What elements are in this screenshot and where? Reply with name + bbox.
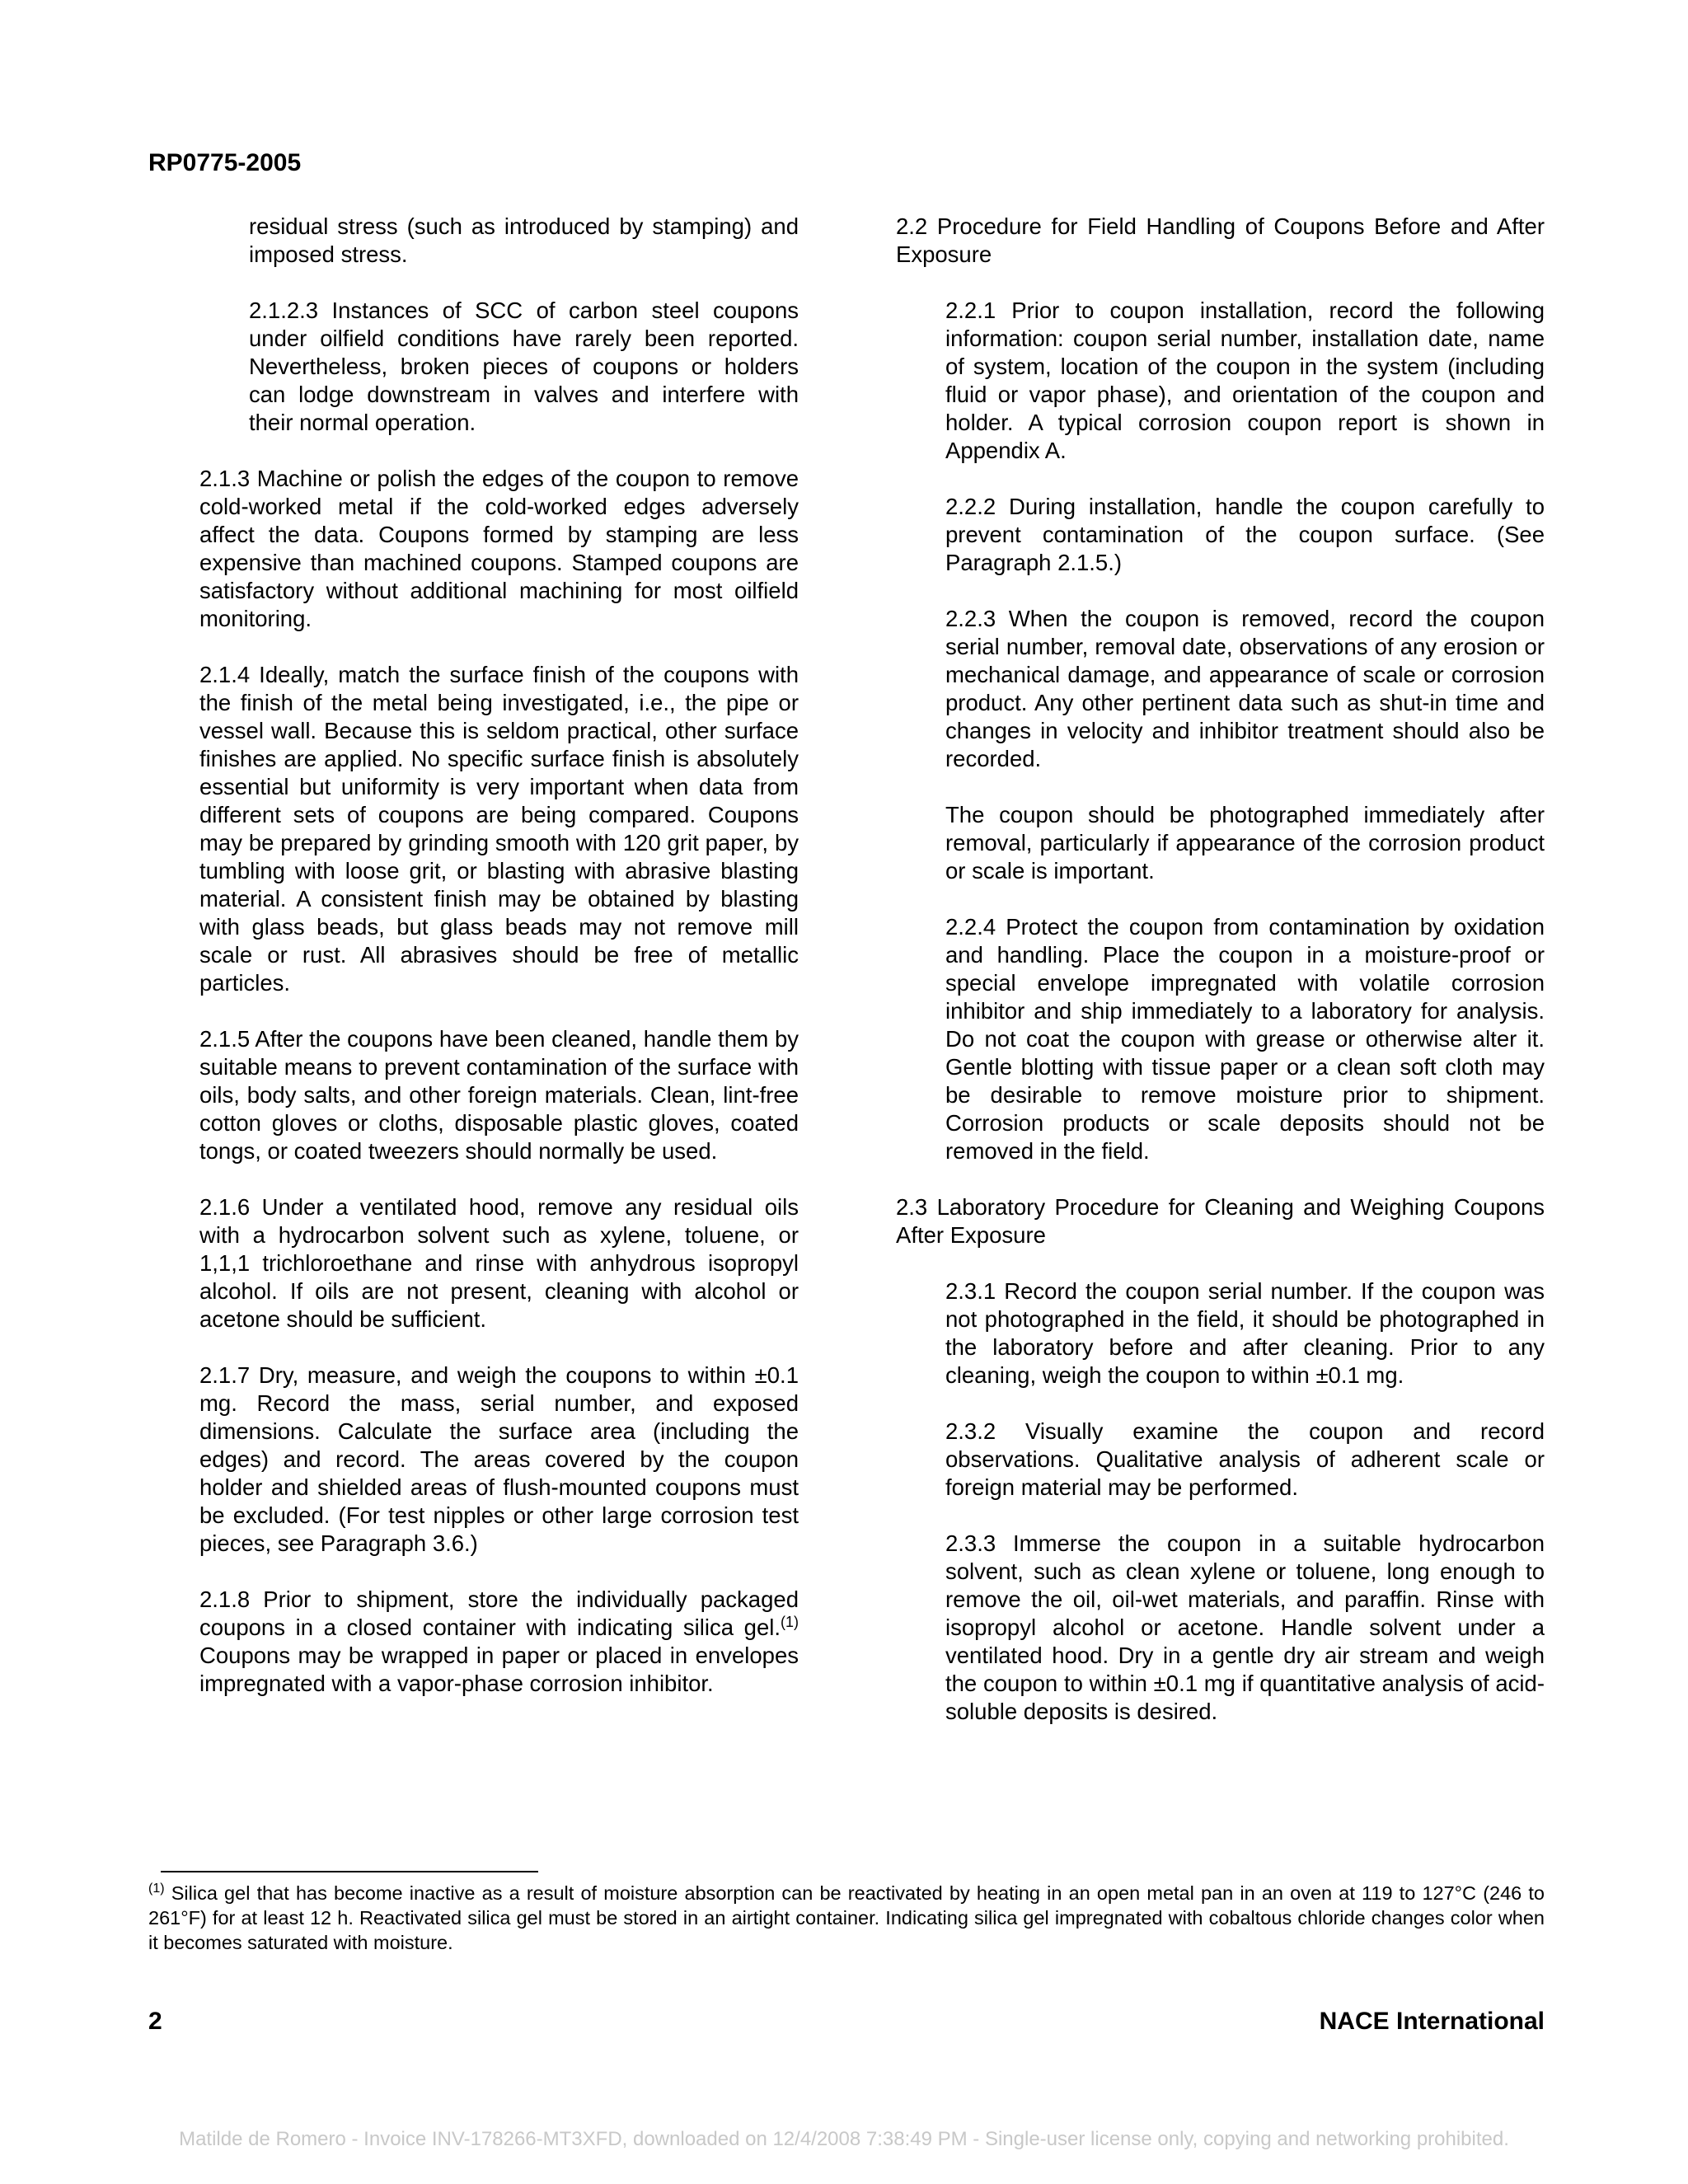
footer-organization: NACE International — [1319, 2008, 1545, 2035]
section-heading-2-2: 2.2 Procedure for Field Handling of Coupons Before and After Exposure — [896, 213, 1545, 267]
footnote-divider — [161, 1871, 538, 1872]
footnote — [148, 1881, 1545, 1955]
page-number: 2 — [148, 2008, 162, 2035]
paragraph-2-1-6: 2.1.6 Under a ventilated hood, remove any residual oils with a hydrocarbon solvent such as xylene, toluene, or 1,1,1 trichloroethane and rinse with anhydrous isopropyl alcohol. If oils are not present, cleaning with alcohol or acetone should be sufficient. — [199, 1194, 799, 1332]
section-heading-2-3: 2.3 Laboratory Procedure for Cleaning and Weighing Coupons After Exposure — [896, 1194, 1545, 1248]
left-column — [199, 213, 799, 1726]
paragraph-residual-stress: residual stress (such as introduced by stamping) and imposed stress. — [249, 213, 799, 267]
paragraph-photograph-note: The coupon should be photographed immediately after removal, particularly if appearance of the corrosion product or scale is important. — [945, 802, 1545, 883]
paragraph-2-2-3: 2.2.3 When the coupon is removed, record the coupon serial number, removal date, observations of any erosion or mechanical damage, and appearance of scale or corrosion product. Any other pertinent data such as shut-in time and changes in velocity and inhibitor treatment should also be recorded. — [945, 606, 1545, 771]
right-column — [896, 213, 1545, 1754]
paragraph-2-3-1: 2.3.1 Record the coupon serial number. If the coupon was not photographed in the field, it should be photographed in the laboratory before and after cleaning. Prior to any cleaning, weigh the coupon to within ±0.1 mg. — [945, 1278, 1545, 1388]
paragraph-2-3-2: 2.3.2 Visually examine the coupon and record observations. Qualitative analysis of adherent scale or foreign material may be performed. — [945, 1418, 1545, 1500]
paragraph-2-1-5: 2.1.5 After the coupons have been cleaned, handle them by suitable means to prevent contamination of the surface with oils, body salts, and other foreign materials. Clean, lint-free cotton gloves or cloths, disposable plastic gloves, coated tongs, or coated tweezers should normally be used. — [199, 1026, 799, 1164]
footnote-reference: (1) — [781, 1613, 799, 1630]
paragraph-2-1-4: 2.1.4 Ideally, match the surface finish of the coupons with the finish of the metal being investigated, i.e., the pipe or vessel wall. Because this is seldom practical, other surface finishes are applied. No specific surface finish is absolutely essential but uniformity is very important when data from different sets of coupons are being compared. Coupons may be prepared by grinding smooth with 120 grit paper, by tumbling with loose grit, or blasting with abrasive blasting material. A consistent finish may be obtained by blasting with glass beads, but glass beads may not remove mill scale or rust. All abrasives should be free of metallic particles. — [199, 662, 799, 996]
paragraph-2-1-3: 2.1.3 Machine or polish the edges of the coupon to remove cold-worked metal if the cold-worked edges adversely affect the data. Coupons formed by stamping are less expensive than machined coupons. Stamped coupons are satisfactory without additional machining for most oilfield monitoring. — [199, 466, 799, 631]
license-watermark: Matilde de Romero - Invoice INV-178266-MT3XFD, downloaded on 12/4/2008 7:38:49 PM - Single-user license only, copying and networking prohibited. — [179, 2128, 1509, 2150]
paragraph-2-1-2-3: 2.1.2.3 Instances of SCC of carbon steel coupons under oilfield conditions have rarely been reported. Nevertheless, broken pieces of coupons or holders can lodge downstream in valves and interfere with their normal operation. — [249, 298, 799, 435]
paragraph-2-1-8 — [199, 1586, 799, 1698]
footnote-marker: (1) — [148, 1882, 165, 1896]
paragraph-2-2-1: 2.2.1 Prior to coupon installation, record the following information: coupon serial number, installation date, name of system, location of the coupon in the system (including fluid or vapor phase), and orientation of the coupon and holder. A typical corrosion coupon report is shown in Appendix A. — [945, 298, 1545, 463]
footnote-text: Silica gel that has become inactive as a result of moisture absorption can be reactivated by heating in an open metal pan in an oven at 119 to 127°C (246 to 261°F) for at least 12 h. Reactivated silica gel must be stored in an airtight container. Indicating silica gel impregnated with cobaltous chloride changes color when it becomes saturated with moisture. — [148, 1882, 1545, 1953]
paragraph-2-1-8-start: 2.1.8 Prior to shipment, store the individually packaged coupons in a closed container with indicating silica gel. — [199, 1586, 799, 1640]
paragraph-2-1-7: 2.1.7 Dry, measure, and weigh the coupons to within ±0.1 mg. Record the mass, serial number, and exposed dimensions. Calculate the surface area (including the edges) and record. The areas covered by the coupon holder and shielded areas of flush-mounted coupons must be excluded. (For test nipples or other large corrosion test pieces, see Paragraph 3.6.) — [199, 1362, 799, 1556]
paragraph-2-2-4: 2.2.4 Protect the coupon from contamination by oxidation and handling. Place the coupon in a moisture-proof or special envelope impregnated with volatile corrosion inhibitor and ship immediately to a laboratory for analysis. Do not coat the coupon with grease or otherwise alter it. Gentle blotting with tissue paper or a clean soft cloth may be desirable to remove moisture prior to shipment. Corrosion products or scale deposits should not be removed in the field. — [945, 914, 1545, 1164]
document-id-header: RP0775-2005 — [148, 149, 302, 176]
paragraph-2-3-3: 2.3.3 Immerse the coupon in a suitable hydrocarbon solvent, such as clean xylene or toluene, long enough to remove the oil, oil-wet materials, and paraffin. Rinse with isopropyl alcohol or acetone. Handle solvent under a ventilated hood. Dry in a gentle dry air stream and weigh the coupon to within ±0.1 mg if quantitative analysis of acid-soluble deposits is desired. — [945, 1530, 1545, 1724]
paragraph-2-1-8-end: Coupons may be wrapped in paper or placed in envelopes impregnated with a vapor-phase corrosion inhibitor. — [199, 1643, 799, 1696]
paragraph-2-2-2: 2.2.2 During installation, handle the coupon carefully to prevent contamination of the coupon surface. (See Paragraph 2.1.5.) — [945, 494, 1545, 575]
